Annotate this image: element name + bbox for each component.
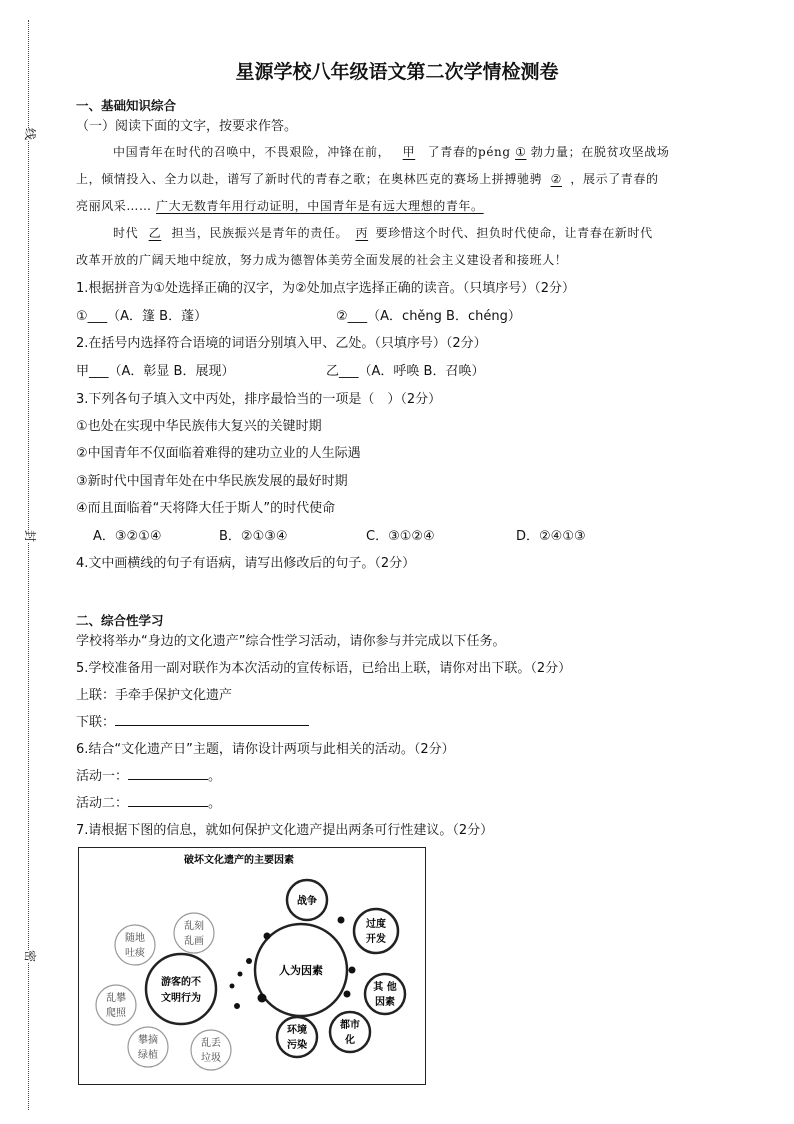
section-heading-1: 一、基础知识综合 [76,98,177,113]
carve-label: 乱刻 [184,921,204,932]
env-label: 环境 [287,1025,307,1036]
tourist-label: 游客的不 [161,977,201,988]
connector-dot [246,958,252,964]
connector-dot [349,967,356,974]
question-2: 2.在括号内选择符合语境的词语分别填入甲、乙处。（只填序号）（2分） [76,336,487,351]
spit-label: 吐痰 [125,948,145,959]
litter-label: 乱丢 [201,1038,221,1049]
blank-yi: 乙 [148,226,162,240]
connector-dot [344,991,351,998]
urbanization-circle [330,1012,370,1052]
war-label: 战争 [297,896,317,907]
choice-d: D．②④①③ [516,529,586,544]
sentence-1: ①也处在实现中华民族伟大复兴的关键时期 [76,419,322,434]
blank-jia: 甲 [402,145,416,159]
spit-circle [115,925,155,965]
connector-dot [258,994,267,1003]
carve-circle [174,913,214,953]
other-label: 其 他 [373,982,397,993]
factor-diagram [78,847,426,1085]
pollution-circle [277,1017,317,1057]
question-4: 4.文中画横线的句子有语病，请写出修改后的句子。（2分） [76,556,416,571]
side-mark-feng: 封 [23,529,38,543]
tourist-behavior-circle [146,954,216,1024]
question-2-option-a: 甲___（A．彰显 B．展现） [76,364,235,379]
choice-b: B．②①③④ [219,529,288,544]
overdevelopment-circle [354,909,398,953]
question-5: 5.学校准备用一副对联作为本次活动的宣传标语，已给出上联，请你对出下联。（2分） [76,661,572,676]
pick-label: 绿植 [138,1050,158,1061]
side-mark-xian: 线 [23,127,38,141]
sentence-4: ④而且面临着“天将降大任于斯人”的时代使命 [76,501,336,516]
tourist-label: 文明行为 [161,993,201,1004]
climb-circle [96,985,136,1025]
overdev-label: 开发 [366,934,386,945]
passage-line: 时代 乙 担当，民族振兴是青年的责任。 丙 要珍惜这个时代、担负时代使命，让青春在新时代 [113,226,653,240]
urban-label: 都市 [340,1020,360,1031]
passage-line: 改革开放的广阔天地中绽放，努力成为德智体美劳全面发展的社会主义建设者和接班人！ [76,253,568,267]
couplet-upper: 上联：手牵手保护文化遗产 [76,688,233,703]
other-label: 因素 [375,997,395,1008]
blank-2: ② [550,172,562,186]
spit-label: 随地 [125,933,145,944]
diagram-title: 破坏文化遗产的主要因素 [184,855,294,866]
answer-line[interactable] [128,767,208,780]
env-label: 污染 [287,1040,307,1051]
human-factors-label: 人为因素 [279,964,323,977]
pick-label: 攀摘 [138,1035,158,1046]
passage-line: 中国青年在时代的召唤中，不畏艰险，冲锋在前， 甲 了青春的péng ① 勃力量；在脱贫攻坚战场 [113,145,670,159]
section-heading-2: 二、综合性学习 [76,613,164,628]
question-6: 6.结合“文化遗产日”主题，请你设计两项与此相关的活动。（2分） [76,742,455,757]
carve-label: 乱画 [184,936,204,947]
sentence-2: ②中国青年不仅面临着难得的建功立业的人生际遇 [76,446,361,461]
choice-a: A．③②①④ [93,529,162,544]
question-1-option-b: ②___（A．chěng B．chéng） [336,309,521,324]
question-3: 3.下列各句子填入文中丙处，排序最恰当的一项是（ ）（2分） [76,392,442,407]
litter-circle [191,1030,231,1070]
connector-dot [238,972,243,977]
litter-label: 垃圾 [201,1053,221,1064]
question-1: 1.根据拼音为①处选择正确的汉字，为②处加点字选择正确的读音。（只填序号）（2分） [76,281,575,296]
activity-intro: 学校将举办“身边的文化遗产”综合性学习活动，请你参与并完成以下任务。 [76,634,506,649]
pick-circle [128,1027,168,1067]
activity-1: 活动一： 。 [76,769,222,784]
urban-label: 化 [345,1035,355,1046]
choice-c: C．③①②④ [366,529,435,544]
connector-dot [338,917,345,924]
question-2-option-b: 乙___（A．呼唤 B．召唤） [326,364,485,379]
passage-line: 上，倾情投入、全力以赴，谱写了新时代的青春之歌；在奥林匹克的赛场上拼搏驰骋 ② ，展示了青春的 [76,172,659,186]
connector-dot [230,984,235,989]
blank-1: ① [515,145,527,159]
overdev-label: 过度 [366,919,386,930]
underlined-sentence: 广大无数青年用行动证明，中国青年是有远大理想的青年。 [156,199,484,213]
answer-line[interactable] [115,713,309,726]
blank-bing: 丙 [355,226,369,240]
passage-line: 亮丽风采…… 广大无数青年用行动证明，中国青年是有远大理想的青年。 [76,199,484,213]
page-title: 星源学校八年级语文第二次学情检测卷 [235,61,559,83]
couplet-lower: 下联： [76,711,309,730]
climb-label: 爬照 [106,1008,126,1019]
binding-line [28,20,29,1110]
subsection-heading: （一）阅读下面的文字，按要求作答。 [76,119,298,134]
question-1-option-a: ①___（A．篷 B．蓬） [76,309,208,324]
question-7: 7.请根据下图的信息，就如何保护文化遗产提出两条可行性建议。（2分） [76,823,494,838]
sentence-3: ③新时代中国青年处在中华民族发展的最好时期 [76,474,348,489]
connector-dot [234,1003,240,1009]
answer-line[interactable] [128,794,208,807]
climb-label: 乱攀 [106,993,126,1004]
side-mark-mi: 密 [23,949,38,963]
connector-dot [264,933,271,940]
other-factors-circle [365,974,405,1014]
activity-2: 活动二： 。 [76,796,222,811]
